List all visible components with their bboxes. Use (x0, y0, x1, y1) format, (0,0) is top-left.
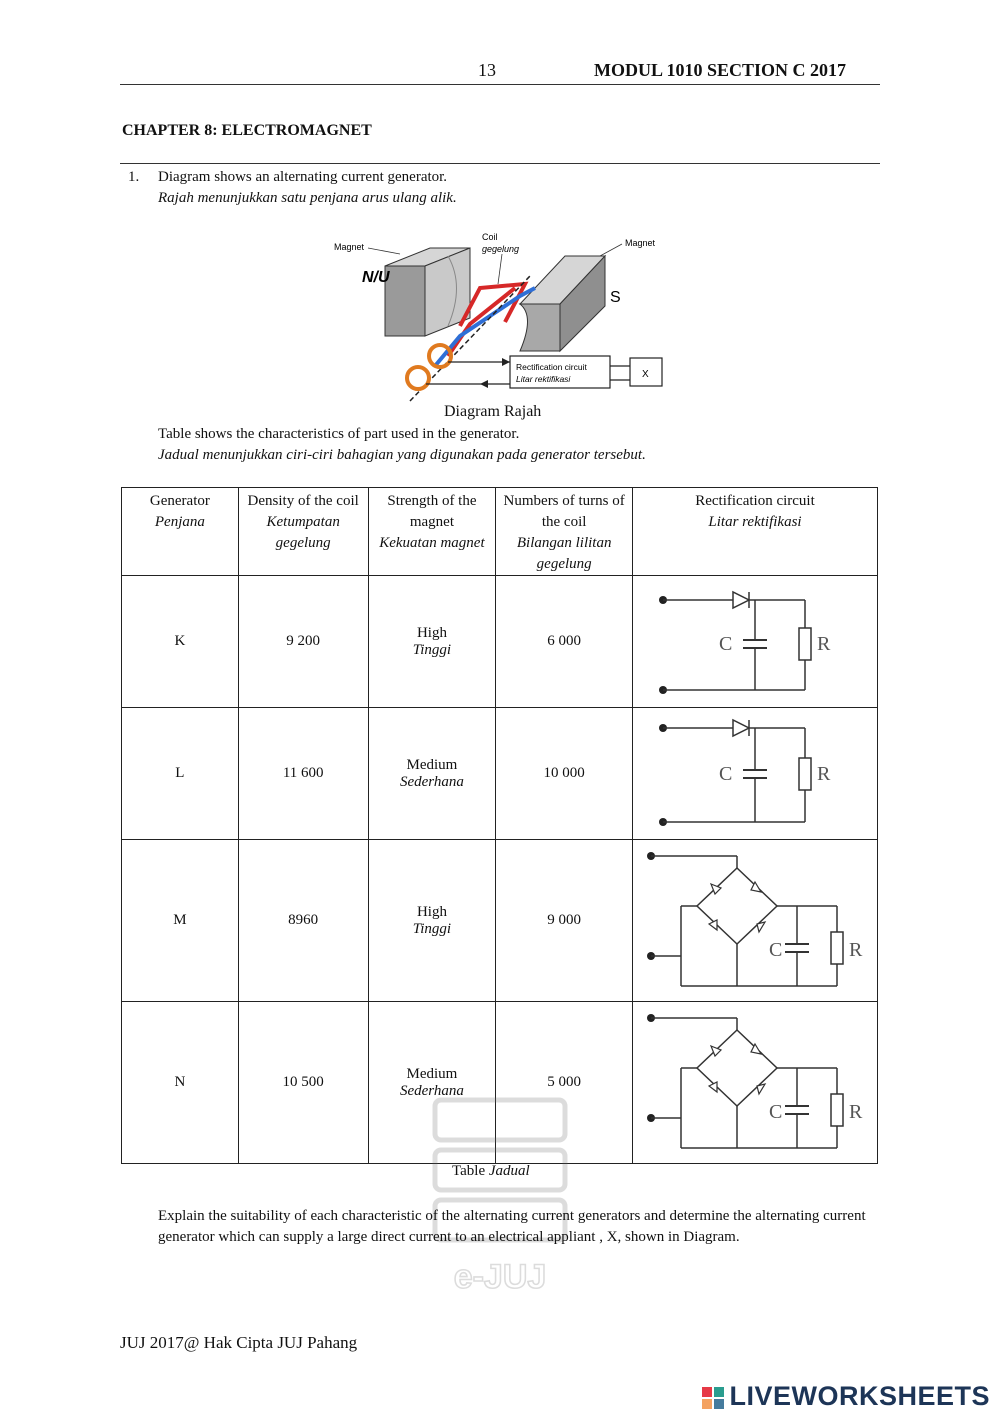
question-divider (120, 163, 880, 164)
header-strength (368, 488, 496, 576)
half-wave-rectifier-circuit (655, 714, 855, 834)
diode-bridge (697, 1030, 777, 1106)
cell-turns: 9 000 (496, 840, 633, 1002)
resistor-symbol (831, 932, 843, 964)
watermark-text: e-JUJ (453, 1258, 547, 1296)
header-turns (496, 488, 633, 576)
table-caption (452, 1163, 530, 1180)
diagram-caption: Diagram Rajah (444, 403, 542, 420)
label-magnet-right: Magnet (625, 238, 656, 248)
label-south: S (610, 289, 621, 306)
resistor-symbol (799, 758, 811, 790)
cell-strength-en: High (416, 903, 447, 920)
cell-generator: M (122, 840, 239, 1002)
label-c: C (769, 938, 783, 961)
cell-strength (368, 708, 496, 840)
cell-circuit (633, 708, 878, 840)
table-row (122, 576, 878, 708)
cell-strength-ms: Tinggi (412, 641, 452, 658)
label-magnet-left: Magnet (334, 242, 365, 252)
label-rectification-ms: Litar rektifikasi (516, 374, 571, 384)
header-density (238, 488, 368, 576)
label-c: C (769, 1100, 783, 1123)
slip-ring (429, 345, 451, 367)
slip-ring (407, 367, 429, 389)
header-strength-en: Strength of the magnet (387, 493, 477, 530)
header-rectification (633, 488, 878, 576)
header-turns-en: Numbers of turns of the coil (503, 493, 625, 530)
footer-copyright: JUJ 2017@ Hak Cipta JUJ Pahang (120, 1333, 358, 1352)
label-coil-ms: gegelung (482, 244, 520, 254)
ac-generator-diagram (330, 226, 670, 408)
bridge-rectifier-circuit (637, 1006, 873, 1160)
cell-density: 11 600 (238, 708, 368, 840)
header-turns-ms: Bilangan lilitan gegelung (516, 535, 612, 572)
header-generator-ms: Penjana (154, 514, 205, 530)
page-number: 13 (478, 60, 496, 80)
header-rect-en: Rectification circuit (695, 493, 815, 509)
cell-generator: N (122, 1002, 239, 1164)
label-coil: Coil (482, 232, 498, 242)
table-row (122, 840, 878, 1002)
module-title: MODUL 1010 SECTION C 2017 (594, 60, 847, 80)
cell-strength-en: Medium (406, 1065, 458, 1082)
cell-generator: L (122, 708, 239, 840)
e-juj-watermark (425, 1090, 575, 1300)
label-c: C (719, 762, 733, 785)
cell-strength (368, 840, 496, 1002)
table-intro-ms: Jadual menunjukkan ciri-ciri bahagian yang digunakan pada generator tersebut. (158, 447, 646, 463)
cell-turns: 5 000 (496, 1002, 633, 1164)
cell-turns: 10 000 (496, 708, 633, 840)
label-c: C (719, 632, 733, 655)
cell-density: 9 200 (238, 576, 368, 708)
cell-strength-ms: Sederhana (399, 1082, 464, 1099)
label-r: R (817, 632, 831, 655)
diode-symbol (733, 592, 749, 608)
generator-table (121, 487, 878, 1164)
brand-text: LIVEWORKSHEETS (729, 1381, 990, 1411)
label-rectification: Rectification circuit (516, 362, 587, 372)
label-x: X (642, 369, 649, 380)
cell-strength-ms: Sederhana (399, 773, 464, 790)
header-density-en: Density of the coil (247, 493, 359, 509)
header-density-ms: Ketumpatan gegelung (266, 514, 340, 551)
label-r: R (817, 762, 831, 785)
diode-bridge (697, 868, 777, 944)
cell-circuit (633, 576, 878, 708)
question-number: 1. (128, 169, 140, 185)
cell-circuit (633, 840, 878, 1002)
label-r: R (849, 1100, 863, 1123)
table-intro-en: Table shows the characteristics of part used in the generator. (158, 426, 520, 442)
header-generator (122, 488, 239, 576)
table-row (122, 708, 878, 840)
resistor-symbol (799, 628, 811, 660)
header-strength-ms: Kekuatan magnet (379, 535, 485, 551)
cell-strength-en: Medium (406, 756, 458, 773)
cell-density: 10 500 (238, 1002, 368, 1164)
half-wave-rectifier-circuit (655, 582, 855, 702)
chapter-heading: CHAPTER 8: ELECTROMAGNET (122, 122, 372, 139)
question-text-ms: Rajah menunjukkan satu penjana arus ulang alik. (158, 190, 457, 206)
label-r: R (849, 938, 863, 961)
cell-circuit (633, 1002, 878, 1164)
cell-generator: K (122, 576, 239, 708)
cell-density: 8960 (238, 840, 368, 1002)
liveworksheets-logo-icon (701, 1386, 725, 1410)
header-generator-en: Generator (149, 493, 210, 509)
cell-strength-ms: Tinggi (412, 920, 452, 937)
question-text-en: Diagram shows an alternating current generator. (158, 169, 448, 185)
header-rect-ms: Litar rektifikasi (708, 514, 802, 530)
cell-strength (368, 576, 496, 708)
explain-question: Explain the suitability of each characteristic of the alternating current generators and determine the alternating current generator which can supply a large direct current to an electrical appliant , X, shown in Diagram. (158, 1208, 866, 1245)
label-north: N/U (362, 269, 390, 286)
table-caption-en: Table (452, 1163, 486, 1179)
resistor-symbol (831, 1094, 843, 1126)
header-divider (120, 84, 880, 85)
table-caption-ms: Jadual (488, 1163, 530, 1179)
liveworksheets-brand[interactable] (701, 1381, 990, 1412)
cell-strength-en: High (416, 624, 447, 641)
diode-symbol (733, 720, 749, 736)
table-header-row (122, 488, 878, 576)
cell-turns: 6 000 (496, 576, 633, 708)
bridge-rectifier-circuit (637, 844, 873, 998)
